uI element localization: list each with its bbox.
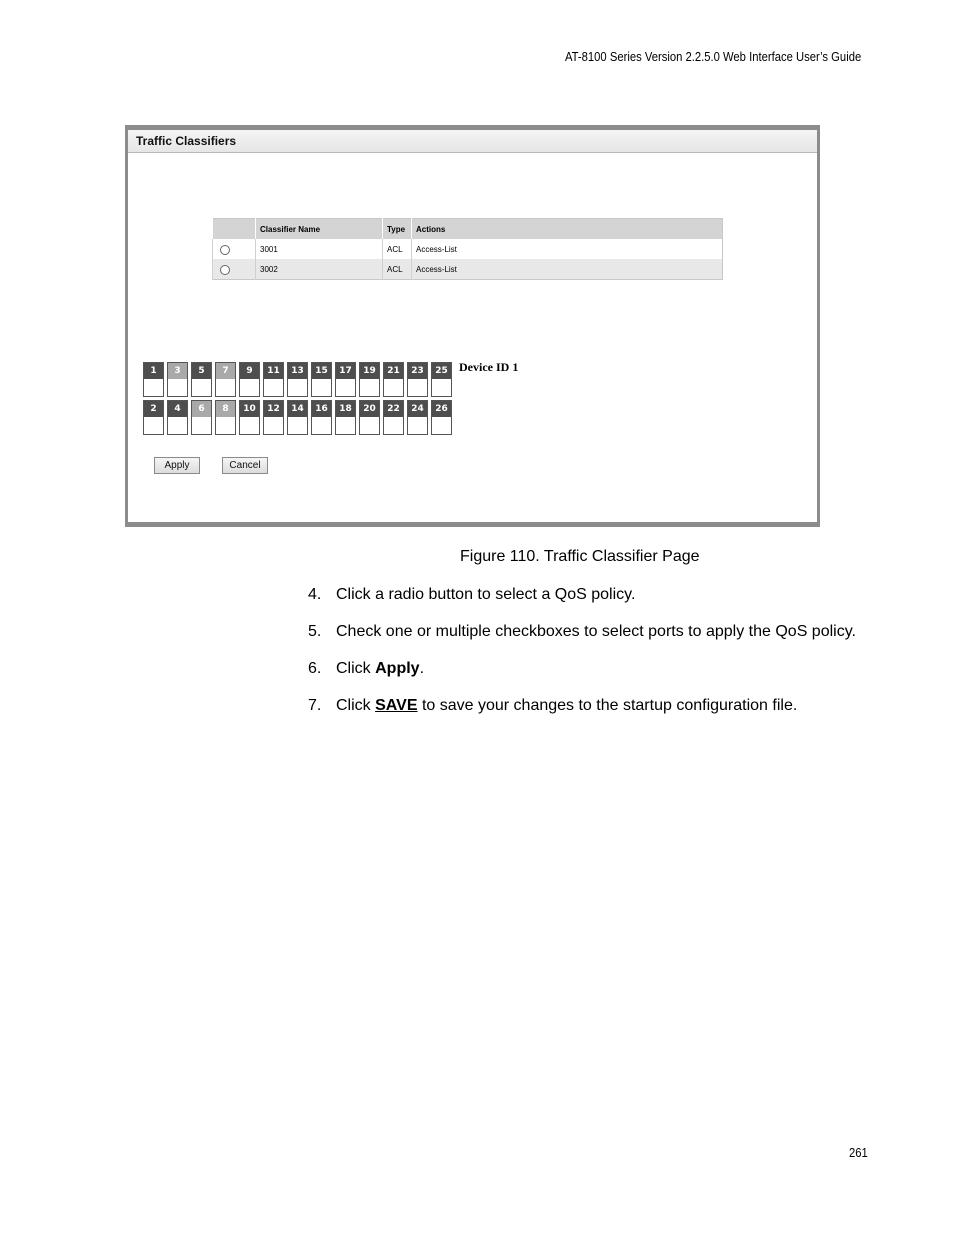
- port-checkbox[interactable]: [215, 362, 236, 397]
- device-id-label: Device ID 1: [459, 360, 519, 374]
- port-row-odd: [143, 362, 452, 397]
- port-number: 17: [336, 363, 355, 379]
- port-number: 18: [336, 401, 355, 417]
- step-text-suffix: .: [419, 660, 425, 677]
- port-checkbox[interactable]: [431, 362, 452, 397]
- port-number: 1: [144, 363, 163, 379]
- classifier-radio-button[interactable]: [220, 265, 230, 275]
- port-checkbox[interactable]: [311, 362, 332, 397]
- port-checkbox[interactable]: [191, 400, 212, 435]
- step-text-suffix: to save your changes to the startup configuration file.: [417, 697, 798, 714]
- port-number: 19: [360, 363, 379, 379]
- page-number: 261: [849, 1146, 868, 1160]
- list-item: [308, 659, 868, 679]
- port-number: 14: [288, 401, 307, 417]
- table-header-row: [213, 219, 723, 240]
- step-number: 4.: [308, 586, 322, 603]
- select-column-header: [213, 219, 256, 240]
- step-number: 5.: [308, 623, 322, 640]
- port-checkbox[interactable]: [239, 362, 260, 397]
- port-number: 13: [288, 363, 307, 379]
- port-checkbox[interactable]: [167, 362, 188, 397]
- port-row-even: [143, 400, 452, 435]
- port-checkbox[interactable]: [215, 400, 236, 435]
- port-checkbox[interactable]: [311, 400, 332, 435]
- port-checkbox[interactable]: [263, 362, 284, 397]
- classifier-table: [212, 218, 723, 280]
- port-checkbox[interactable]: [431, 400, 452, 435]
- step-text-prefix: Click: [336, 697, 376, 714]
- port-checkbox[interactable]: [167, 400, 188, 435]
- port-checkbox[interactable]: [359, 400, 380, 435]
- port-checkbox[interactable]: [263, 400, 284, 435]
- port-number: 16: [312, 401, 331, 417]
- save-link[interactable]: SAVE: [375, 697, 418, 714]
- port-number: 5: [192, 363, 211, 379]
- classifier-name-cell: 3001: [256, 239, 383, 259]
- port-checkbox[interactable]: [383, 362, 404, 397]
- table-row: [213, 239, 723, 259]
- port-number: 26: [432, 401, 451, 417]
- list-item: [308, 622, 868, 642]
- port-number: 23: [408, 363, 427, 379]
- port-checkbox[interactable]: [383, 400, 404, 435]
- cancel-button[interactable]: Cancel: [222, 457, 268, 474]
- figure-caption: Figure 110. Traffic Classifier Page: [460, 548, 700, 565]
- type-cell: ACL: [383, 239, 412, 259]
- port-number: 7: [216, 363, 235, 379]
- port-number: 20: [360, 401, 379, 417]
- port-checkbox[interactable]: [287, 362, 308, 397]
- port-number: 10: [240, 401, 259, 417]
- apply-button[interactable]: Apply: [154, 457, 200, 474]
- type-column-header: Type: [383, 219, 412, 240]
- step-text-prefix: Click: [336, 660, 376, 677]
- port-checkbox[interactable]: [407, 400, 428, 435]
- traffic-classifiers-screenshot: [125, 125, 820, 527]
- step-number: 6.: [308, 660, 322, 677]
- step-text: Check one or multiple checkboxes to select ports to apply the QoS policy.: [336, 623, 856, 640]
- classifier-name-column-header: Classifier Name: [256, 219, 383, 240]
- port-checkbox[interactable]: [239, 400, 260, 435]
- port-checkbox[interactable]: [359, 362, 380, 397]
- running-header: AT-8100 Series Version 2.2.5.0 Web Interface User’s Guide: [565, 50, 862, 64]
- port-checkbox[interactable]: [191, 362, 212, 397]
- list-item: [308, 585, 868, 605]
- step-number: 7.: [308, 697, 322, 714]
- port-checkbox[interactable]: [335, 400, 356, 435]
- action-cell: Access-List: [412, 259, 723, 280]
- port-checkbox[interactable]: [407, 362, 428, 397]
- port-number: 8: [216, 401, 235, 417]
- type-cell: ACL: [383, 259, 412, 280]
- port-number: 3: [168, 363, 187, 379]
- port-number: 22: [384, 401, 403, 417]
- port-checkbox[interactable]: [143, 362, 164, 397]
- action-cell: Access-List: [412, 239, 723, 259]
- port-number: 25: [432, 363, 451, 379]
- step-text: [336, 659, 868, 679]
- port-checkbox[interactable]: [143, 400, 164, 435]
- step-text: Click a radio button to select a QoS policy.: [336, 586, 636, 603]
- table-row: [213, 259, 723, 280]
- port-number: 11: [264, 363, 283, 379]
- classifier-radio-button[interactable]: [220, 245, 230, 255]
- apply-reference: Apply: [375, 660, 420, 677]
- actions-column-header: Actions: [412, 219, 723, 240]
- port-number: 15: [312, 363, 331, 379]
- port-number: 2: [144, 401, 163, 417]
- classifier-name-cell: 3002: [256, 259, 383, 280]
- step-text: [336, 696, 868, 716]
- instruction-steps: [308, 585, 868, 733]
- port-checkbox[interactable]: [287, 400, 308, 435]
- port-number: 21: [384, 363, 403, 379]
- panel-title: Traffic Classifiers: [128, 130, 817, 153]
- port-number: 6: [192, 401, 211, 417]
- port-number: 4: [168, 401, 187, 417]
- port-number: 12: [264, 401, 283, 417]
- list-item: [308, 696, 868, 716]
- port-grid: [143, 362, 452, 438]
- port-checkbox[interactable]: [335, 362, 356, 397]
- port-number: 24: [408, 401, 427, 417]
- port-number: 9: [240, 363, 259, 379]
